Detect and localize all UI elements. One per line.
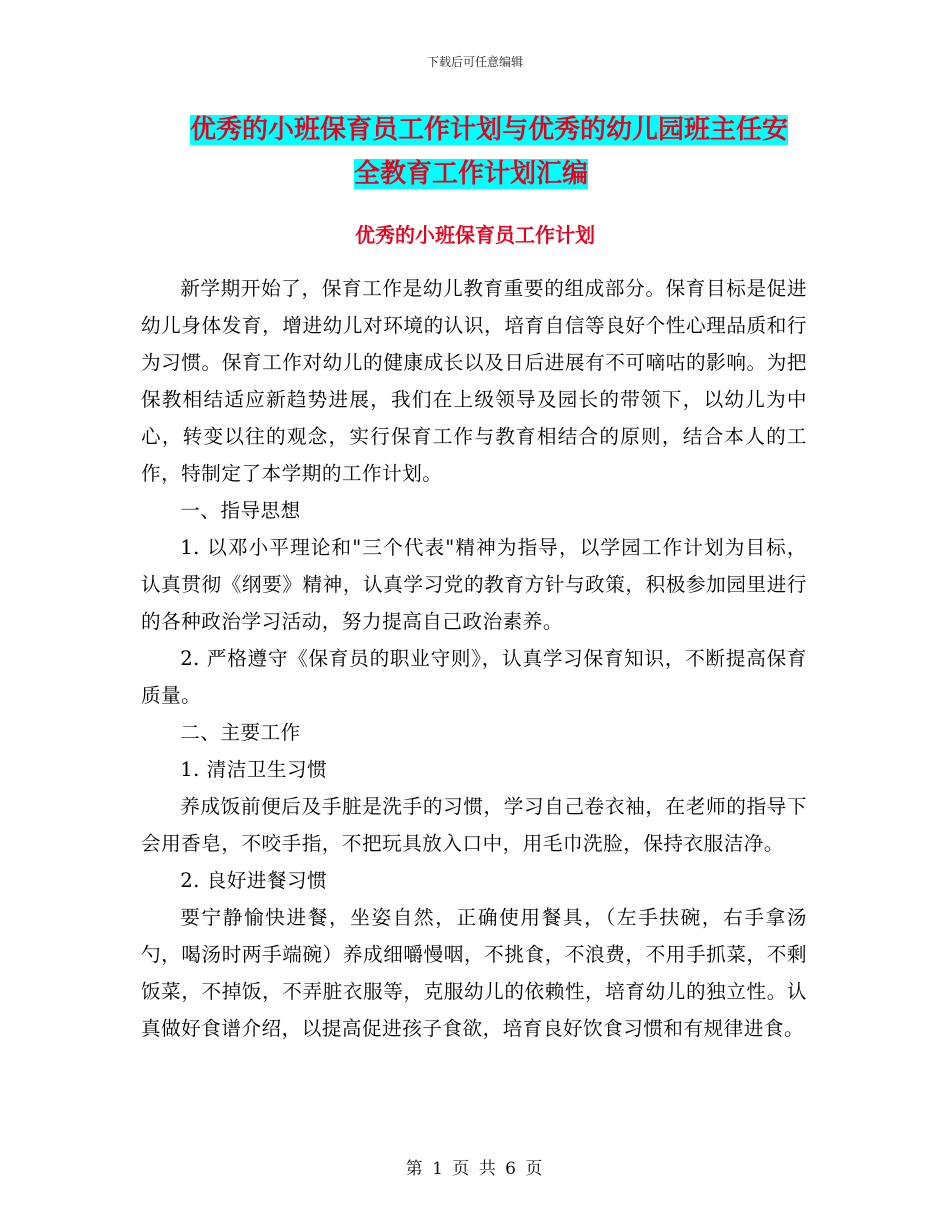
page-header-note: 下载后可任意编辑 bbox=[426, 55, 523, 69]
title-highlight: 全教育工作计划汇编 bbox=[354, 159, 589, 189]
subheading-eating-habits: 2. 良好进餐习惯 bbox=[180, 869, 328, 892]
subheading-hygiene-habits: 1. 清洁卫生习惯 bbox=[180, 758, 328, 781]
paragraph-item-2: 2. 严格遵守《保育员的职业守则》，认真学习保育知识，不断提高保育质量。 bbox=[141, 647, 807, 707]
section-heading: 优秀的小班保育员工作计划 bbox=[355, 223, 595, 247]
document-title-line-1 bbox=[190, 108, 810, 152]
paragraph-eating: 要宁静愉快进餐，坐姿自然，正确使用餐具，（左手扶碗，右手拿汤勺，喝汤时两手端碗）养成细嚼慢咽，不挑食，不浪费，不用手抓菜，不剩饭菜，不掉饭，不弄脏衣服等，克服幼儿的依赖性，培育幼儿的独立性。认真做好食谱介绍，以提高促进孩子食欲，培育良好饮食习惯和有规律进食。 bbox=[141, 906, 807, 1040]
heading-guiding-ideology: 一、指导思想 bbox=[180, 499, 301, 522]
paragraph-item-1: 1. 以邓小平理论和"三个代表"精神为指导，以学园工作计划为目标，认真贯彻《纲要》精神，认真学习党的教育方针与政策，积极参加园里进行的各种政治学习活动，努力提高自己政治素养。 bbox=[141, 536, 807, 633]
paragraph-hygiene: 养成饭前便后及手脏是洗手的习惯，学习自己卷衣袖，在老师的指导下会用香皂，不咬手指，不把玩具放入口中，用毛巾洗脸，保持衣服洁净。 bbox=[141, 795, 807, 855]
document-title-line-2 bbox=[190, 152, 810, 196]
title-highlight: 优秀的小班保育员工作计划与优秀的幼儿园班主任安 bbox=[190, 115, 789, 145]
page-number-footer: 第 1 页 共 6 页 bbox=[405, 1159, 545, 1179]
document-title bbox=[190, 108, 810, 196]
document-body bbox=[141, 270, 807, 1047]
heading-main-work: 二、主要工作 bbox=[180, 721, 301, 744]
paragraph-intro: 新学期开始了，保育工作是幼儿教育重要的组成部分。保育目标是促进幼儿身体发育，增进幼儿对环境的认识，培育自信等良好个性心理品质和行为习惯。保育工作对幼儿的健康成长以及日后进展有不可嘀咕的影响。为把保教相结适应新趋势进展，我们在上级领导及园长的带领下，以幼儿为中心，转变以往的观念，实行保育工作与教育相结合的原则，结合本人的工作，特制定了本学期的工作计划。 bbox=[141, 277, 807, 485]
